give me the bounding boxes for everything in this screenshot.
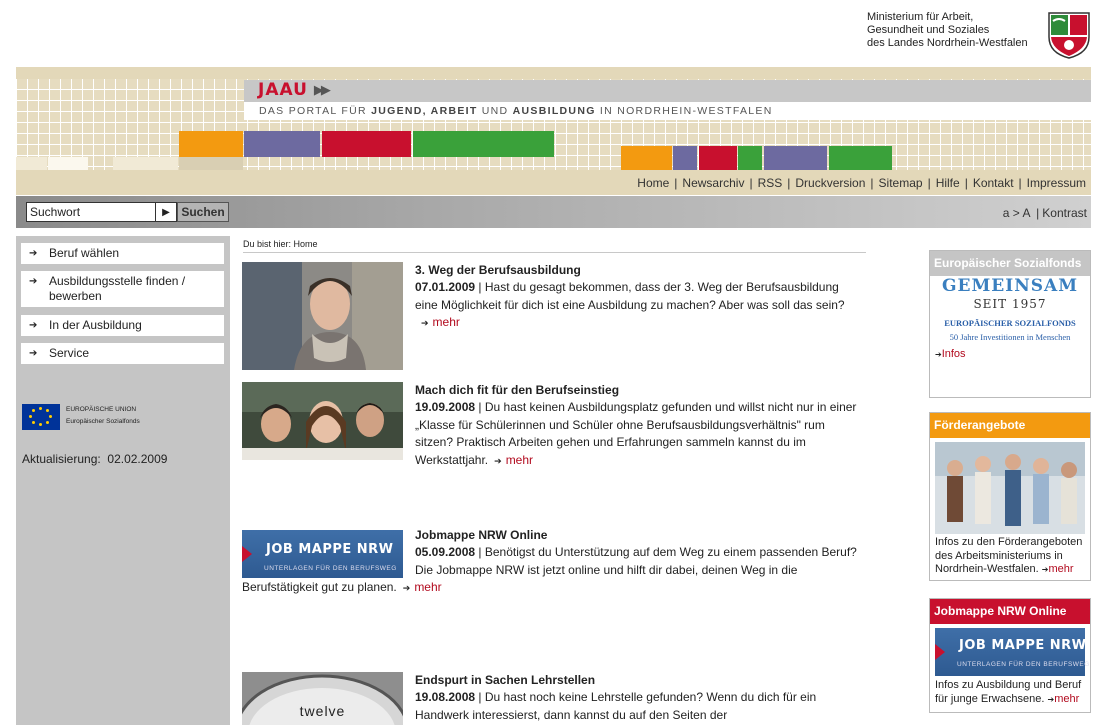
nrw-crest-icon[interactable]: [1047, 11, 1091, 59]
ministry-line: Ministerium für Arbeit,: [867, 11, 974, 23]
color-block-purple-3: [764, 146, 827, 170]
article-title[interactable]: Mach dich fit für den Berufseinstieg: [415, 383, 620, 397]
update-date: 02.02.2009: [107, 452, 168, 466]
update-label: Aktualisierung:: [22, 452, 101, 466]
article: [242, 672, 862, 725]
arrow-right-icon: ➔: [402, 583, 411, 594]
foerder-image[interactable]: [935, 442, 1085, 534]
more-link[interactable]: ➔ mehr: [421, 315, 460, 330]
breadcrumb: Du bist hier: Home: [243, 239, 866, 253]
sidebar-item-service[interactable]: [21, 343, 224, 364]
jobmappe-logo-title: JOB MAPPE NRW: [959, 638, 1087, 653]
nav-sitemap[interactable]: Sitemap: [878, 176, 923, 190]
more-link[interactable]: ➔ mehr: [402, 580, 442, 595]
esf-logo[interactable]: [930, 276, 1090, 348]
top-navigation: Home | Newsarchiv | RSS | Druckversion | Sitemap | Hilfe | Kontakt | Impressum: [632, 176, 1091, 190]
nav-rss[interactable]: RSS: [757, 176, 783, 190]
logo-text: JAAU: [258, 80, 308, 100]
eu-label: EUROPÄISCHE UNION: [66, 406, 137, 413]
arrow-right-icon: ➔: [29, 276, 38, 287]
sidebar-item-beruf-waehlen[interactable]: [21, 243, 224, 264]
jobmappe-logo-subtitle: UNTERLAGEN FÜR DEN BERUFSWEG: [264, 565, 397, 572]
eu-flag-icon: [22, 404, 60, 430]
color-block-orange: [179, 131, 243, 157]
arrow-right-icon: ➔: [494, 455, 502, 466]
article-date: 05.09.2008: [415, 545, 476, 559]
more-link[interactable]: ➔ mehr: [494, 452, 534, 467]
nav-kontakt[interactable]: Kontakt: [972, 176, 1014, 190]
arrow-right-icon: ➔: [1047, 694, 1055, 704]
font-size-separator: >: [1012, 206, 1020, 220]
color-block-orange-2: [621, 146, 672, 170]
color-block-red: [322, 131, 411, 157]
arrow-right-icon: ➔: [29, 348, 38, 359]
article: [242, 382, 862, 470]
ministry-line: des Landes Nordrhein-Westfalen: [867, 37, 1028, 49]
font-large-button[interactable]: A: [1022, 206, 1030, 220]
color-block-red-2: [699, 146, 737, 170]
portal-tagline: DAS PORTAL FÜR JUGEND, ARBEIT UND AUSBILDUNG IN NORDRHEIN-WESTFALEN: [259, 105, 773, 117]
left-sidebar: [16, 236, 230, 725]
color-block-light-2: [48, 157, 88, 170]
nav-hilfe[interactable]: Hilfe: [935, 176, 960, 190]
eu-logo[interactable]: [22, 404, 140, 430]
search-button[interactable]: Suchen: [177, 202, 229, 222]
esf-caption: EUROPÄISCHER SOZIALFONDS: [944, 318, 1076, 328]
nav-home[interactable]: Home: [637, 176, 670, 190]
color-block-light-1: [16, 157, 47, 170]
article-title[interactable]: 3. Weg der Berufsausbildung: [415, 263, 581, 277]
arrow-right-icon: ➔: [1041, 565, 1049, 574]
article: [242, 262, 862, 370]
last-update: [22, 452, 167, 466]
double-arrow-icon: ▶▶: [313, 82, 328, 97]
jobmappe-image[interactable]: [935, 628, 1090, 676]
color-block-green-3: [829, 146, 892, 170]
more-link[interactable]: ➔mehr: [1047, 692, 1080, 705]
jobmappe-text: Infos zu Ausbildung und Beruf für junge Erwachsene.: [935, 679, 1082, 705]
color-block-light-4: [179, 157, 243, 170]
arrow-right-icon: ➔: [29, 320, 38, 331]
jobmappe-box: [929, 598, 1091, 713]
esf-label: Europäischer Sozialfonds: [66, 418, 140, 425]
article-date: 19.09.2008: [415, 400, 476, 414]
nav-druckversion[interactable]: Druckversion: [795, 176, 866, 190]
color-block-purple: [244, 131, 320, 157]
jaau-logo[interactable]: [258, 81, 328, 99]
clock-label: twelve: [299, 703, 346, 719]
foerder-box: [929, 412, 1091, 581]
article-image[interactable]: [242, 262, 403, 370]
sidebar-item-label: Service: [49, 346, 90, 360]
foerder-box-header: Förderangebote: [930, 413, 1090, 438]
article-image[interactable]: [242, 382, 403, 460]
nav-newsarchiv[interactable]: Newsarchiv: [682, 176, 745, 190]
search-input[interactable]: Suchwort: [26, 202, 156, 222]
esf-box: [929, 250, 1091, 398]
color-block-green: [413, 131, 554, 157]
arrow-right-icon: ➔: [421, 318, 429, 329]
esf-infos-link[interactable]: ➔Infos: [935, 348, 966, 360]
color-block-light-3: [113, 157, 178, 170]
esf-box-header: Europäischer Sozialfonds: [930, 251, 1090, 276]
sidebar-item-ausbildungsstelle[interactable]: [21, 271, 224, 307]
ministry-name: [867, 11, 1047, 50]
gemeinsam-logo-text: GEMEINSAM: [941, 276, 1079, 296]
jobmappe-logo-subtitle: UNTERLAGEN FÜR DEN BERUFSWEG: [957, 661, 1090, 668]
article-text: | Benötigst du Unterstützung auf dem Weg zu einem passenden Beruf? Die Jobmappe NRW ist jetzt online und hilft dir dabei, deinen Weg in die Berufstätigkeit gut zu planen.: [242, 545, 857, 595]
sidebar-item-label: In der Ausbildung: [49, 318, 142, 332]
color-block-green-2: [738, 146, 762, 170]
article-text: | Du hast noch keine Lehrstelle gefunden? Wenn du dich für ein Handwerk interessierst, dann kannst du auf den Seiten der: [415, 690, 817, 722]
font-small-button[interactable]: a: [1002, 206, 1010, 220]
article-text: | Hast du gesagt bekommen, dass der 3. Weg der Berufsausbildung eine Möglichkeit für dich ist eine Ausbildung zu machen? Aber was soll das sein?: [415, 280, 845, 312]
jobmappe-image[interactable]: [242, 530, 403, 578]
article: [242, 527, 862, 598]
contrast-button[interactable]: Kontrast: [1042, 206, 1087, 220]
color-block-purple-2: [673, 146, 697, 170]
article-text: | Du hast keinen Ausbildungsplatz gefunden und willst nicht nur in einer „Klasse für Schülerinnen und Schüler ohne Berufsausbildungsverhältnis" rum sitzen? Praktisch Arbeiten gehen und Erfahrungen sammeln kannst du im Werkstattjahr.: [415, 400, 857, 467]
arrow-right-icon: ➔: [29, 248, 38, 259]
sidebar-item-label: Beruf wählen: [49, 246, 120, 260]
article-date: 19.08.2008: [415, 690, 476, 704]
more-link[interactable]: ➔mehr: [1041, 563, 1074, 575]
seit-1957-text: SEIT 1957: [973, 296, 1047, 311]
search-arrow-icon[interactable]: ▶: [156, 202, 177, 222]
nav-impressum[interactable]: Impressum: [1026, 176, 1086, 190]
arrow-right-icon: ➔: [935, 350, 942, 359]
article-date: 07.01.2009: [415, 280, 476, 294]
sidebar-item-in-der-ausbildung[interactable]: [21, 315, 224, 336]
title-strip: [244, 80, 1091, 102]
ministry-line: Gesundheit und Soziales: [867, 24, 990, 36]
jobmappe-logo-title: JOB MAPPE NRW: [266, 542, 394, 557]
jobmappe-box-header: Jobmappe NRW Online: [930, 599, 1090, 624]
article-title[interactable]: Endspurt in Sachen Lehrstellen: [415, 673, 596, 687]
sidebar-item-label: Ausbildungsstelle finden / bewerben: [49, 274, 186, 303]
accessibility-tools: a > A | Kontrast: [1002, 206, 1087, 220]
foerder-text: Infos zu den Förderangeboten des Arbeitsministeriums in Nordrhein-Westfalen.: [935, 536, 1083, 575]
article-title[interactable]: Jobmappe NRW Online: [415, 528, 548, 542]
esf-subcaption: 50 Jahre Investitionen in Menschen: [949, 331, 1071, 342]
